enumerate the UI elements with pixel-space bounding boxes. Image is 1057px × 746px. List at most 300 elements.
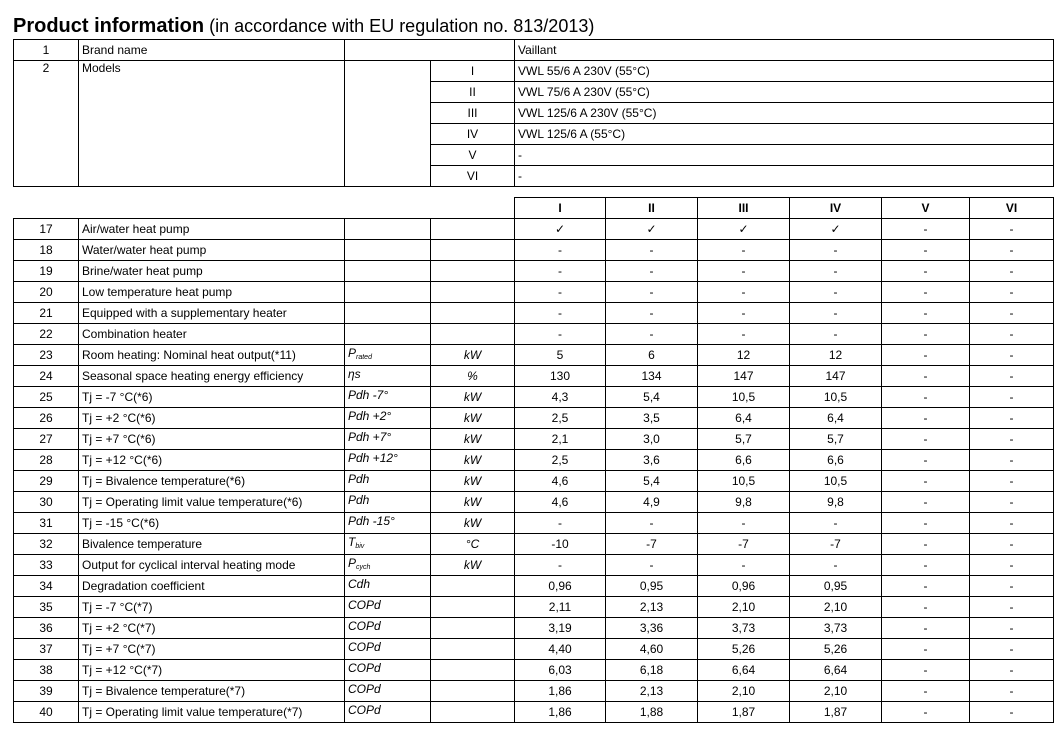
model-value-i: 3,19 xyxy=(515,618,606,639)
model-value-v: - xyxy=(882,576,970,597)
row-unit xyxy=(431,219,515,240)
symbol-text: COPd xyxy=(348,660,381,675)
model-value-iv: 10,5 xyxy=(790,471,882,492)
model-value-iv: 1,87 xyxy=(790,702,882,723)
row-symbol xyxy=(345,366,431,387)
row-number: 18 xyxy=(14,240,79,261)
model-value-v: - xyxy=(882,702,970,723)
table-row xyxy=(14,387,1054,408)
model-value-ii: 3,6 xyxy=(606,450,698,471)
row-symbol xyxy=(345,240,431,261)
table-row xyxy=(14,408,1054,429)
row-unit: kW xyxy=(431,429,515,450)
row-number: 20 xyxy=(14,282,79,303)
row-label: Combination heater xyxy=(79,324,345,345)
model-value-i: ✓ xyxy=(515,219,606,240)
model-value-vi: - xyxy=(970,450,1054,471)
row-label: Room heating: Nominal heat output(*11) xyxy=(79,345,345,366)
model-value-i: - xyxy=(515,261,606,282)
model-value-i: 1,86 xyxy=(515,681,606,702)
symbol-text: P xyxy=(348,345,357,360)
model-value-ii: 1,88 xyxy=(606,702,698,723)
row-number: 17 xyxy=(14,219,79,240)
model-value-vi: - xyxy=(970,534,1054,555)
model-value-ii: 6,18 xyxy=(606,660,698,681)
model-value-iv: - xyxy=(790,513,882,534)
model-value-iii: - xyxy=(698,303,790,324)
model-value-v: - xyxy=(882,303,970,324)
row-label: Water/water heat pump xyxy=(79,240,345,261)
model-value-v: - xyxy=(882,597,970,618)
model-value-vi: - xyxy=(970,618,1054,639)
row-number: 21 xyxy=(14,303,79,324)
model-value-v: - xyxy=(882,366,970,387)
row-unit xyxy=(431,597,515,618)
model-value-v: - xyxy=(882,660,970,681)
brand-models-table xyxy=(13,39,1054,187)
row-symbol xyxy=(345,450,431,471)
model-name: - xyxy=(515,145,1054,166)
row-label: Output for cyclical interval heating mode xyxy=(79,555,345,576)
row-label: Air/water heat pump xyxy=(79,219,345,240)
model-value-iv: 0,95 xyxy=(790,576,882,597)
model-value-iv: - xyxy=(790,240,882,261)
model-value-i: - xyxy=(515,513,606,534)
symbol-text: COPd xyxy=(348,681,381,696)
row-label: Degradation coefficient xyxy=(79,576,345,597)
row-unit xyxy=(431,702,515,723)
row-symbol xyxy=(345,639,431,660)
model-value-i: - xyxy=(515,282,606,303)
model-value-iv: 10,5 xyxy=(790,387,882,408)
model-value-v: - xyxy=(882,555,970,576)
model-column-label: I xyxy=(515,198,606,219)
table-row xyxy=(14,450,1054,471)
symbol-text: Pdh xyxy=(348,492,370,507)
model-value-vi: - xyxy=(970,324,1054,345)
model-value-ii: 134 xyxy=(606,366,698,387)
table-row xyxy=(14,702,1054,723)
table-row xyxy=(14,303,1054,324)
model-value-v: - xyxy=(882,282,970,303)
row-label: Tj = -7 °C(*7) xyxy=(79,597,345,618)
symbol-text: Pdh +7° xyxy=(348,429,392,444)
row-unit xyxy=(431,324,515,345)
table-row xyxy=(14,366,1054,387)
symbol-text: COPd xyxy=(348,597,381,612)
model-value-i: - xyxy=(515,303,606,324)
model-value-vi: - xyxy=(970,387,1054,408)
model-roman: IV xyxy=(431,124,515,145)
model-name: - xyxy=(515,166,1054,187)
row-number: 24 xyxy=(14,366,79,387)
model-value-iv: 2,10 xyxy=(790,597,882,618)
empty-cell xyxy=(345,40,515,61)
row-number: 23 xyxy=(14,345,79,366)
row-unit xyxy=(431,261,515,282)
row-number: 33 xyxy=(14,555,79,576)
model-value-v: - xyxy=(882,387,970,408)
symbol-text: P xyxy=(348,555,357,570)
model-value-ii: 5,4 xyxy=(606,471,698,492)
row-label: Tj = +12 °C(*7) xyxy=(79,660,345,681)
model-value-v: - xyxy=(882,240,970,261)
row-number: 34 xyxy=(14,576,79,597)
model-value-iv: 3,73 xyxy=(790,618,882,639)
model-value-i: 2,1 xyxy=(515,429,606,450)
model-value-iv: ✓ xyxy=(790,219,882,240)
row-number: 31 xyxy=(14,513,79,534)
model-value-iv: 147 xyxy=(790,366,882,387)
model-value-iii: ✓ xyxy=(698,219,790,240)
model-value-ii: 2,13 xyxy=(606,681,698,702)
model-value-i: 4,40 xyxy=(515,639,606,660)
model-value-ii: 3,5 xyxy=(606,408,698,429)
row-symbol xyxy=(345,219,431,240)
row-symbol xyxy=(345,576,431,597)
row-unit xyxy=(431,282,515,303)
row-unit xyxy=(431,681,515,702)
model-value-vi: - xyxy=(970,555,1054,576)
model-value-ii: 3,0 xyxy=(606,429,698,450)
model-value-iv: 2,10 xyxy=(790,681,882,702)
row-number: 19 xyxy=(14,261,79,282)
row-symbol xyxy=(345,513,431,534)
symbol-text: Pdh -7° xyxy=(348,387,389,402)
model-value-v: - xyxy=(882,324,970,345)
model-value-iv: 5,7 xyxy=(790,429,882,450)
row-number: 38 xyxy=(14,660,79,681)
row-symbol xyxy=(345,471,431,492)
model-value-v: - xyxy=(882,681,970,702)
model-value-ii: - xyxy=(606,240,698,261)
model-value-v: - xyxy=(882,492,970,513)
row-label: Brand name xyxy=(79,40,345,61)
model-value-iv: 6,4 xyxy=(790,408,882,429)
model-value-vi: - xyxy=(970,429,1054,450)
model-value-ii: 4,60 xyxy=(606,639,698,660)
title-regulation: (in accordance with EU regulation no. 813/2013) xyxy=(204,16,595,36)
row-label: Tj = +12 °C(*6) xyxy=(79,450,345,471)
symbol-text: Pdh -15° xyxy=(348,513,395,528)
row-label: Tj = Operating limit value temperature(*7) xyxy=(79,702,345,723)
row-unit: kW xyxy=(431,450,515,471)
table-row xyxy=(14,345,1054,366)
model-value-vi: - xyxy=(970,219,1054,240)
model-value-i: 0,96 xyxy=(515,576,606,597)
model-value-vi: - xyxy=(970,492,1054,513)
model-value-v: - xyxy=(882,471,970,492)
row-label: Brine/water heat pump xyxy=(79,261,345,282)
row-symbol xyxy=(345,282,431,303)
table-row xyxy=(14,324,1054,345)
table-row xyxy=(14,471,1054,492)
model-name: VWL 75/6 A 230V (55°C) xyxy=(515,82,1054,103)
model-value-iv: 12 xyxy=(790,345,882,366)
model-value-vi: - xyxy=(970,366,1054,387)
model-value-iii: -7 xyxy=(698,534,790,555)
model-value-iii: 6,4 xyxy=(698,408,790,429)
row-symbol xyxy=(345,303,431,324)
model-roman: II xyxy=(431,82,515,103)
table-row xyxy=(14,429,1054,450)
model-value-iii: - xyxy=(698,261,790,282)
model-value-iv: 6,6 xyxy=(790,450,882,471)
row-unit: kW xyxy=(431,471,515,492)
table-row xyxy=(14,282,1054,303)
model-value-iv: - xyxy=(790,303,882,324)
row-number: 25 xyxy=(14,387,79,408)
page-title xyxy=(13,13,594,41)
model-column-label: IV xyxy=(790,198,882,219)
model-name: VWL 125/6 A (55°C) xyxy=(515,124,1054,145)
model-value-v: - xyxy=(882,534,970,555)
model-value-iii: - xyxy=(698,282,790,303)
row-label: Tj = -7 °C(*6) xyxy=(79,387,345,408)
row-symbol xyxy=(345,681,431,702)
row-number: 26 xyxy=(14,408,79,429)
model-value-ii: 6 xyxy=(606,345,698,366)
model-value-v: - xyxy=(882,429,970,450)
symbol-text: ηs xyxy=(348,366,361,381)
model-value-vi: - xyxy=(970,345,1054,366)
model-value-ii: 5,4 xyxy=(606,387,698,408)
row-symbol xyxy=(345,324,431,345)
model-value-iii: 10,5 xyxy=(698,471,790,492)
model-value-iii: - xyxy=(698,513,790,534)
row-symbol xyxy=(345,618,431,639)
model-value-ii: 2,13 xyxy=(606,597,698,618)
model-value-i: 5 xyxy=(515,345,606,366)
model-name: VWL 125/6 A 230V (55°C) xyxy=(515,103,1054,124)
model-value-iii: 2,10 xyxy=(698,597,790,618)
row-label: Models xyxy=(79,61,345,187)
model-value-vi: - xyxy=(970,513,1054,534)
row-number: 39 xyxy=(14,681,79,702)
row-symbol xyxy=(345,345,431,366)
row-unit xyxy=(431,240,515,261)
model-value-iii: 12 xyxy=(698,345,790,366)
model-value-ii: - xyxy=(606,261,698,282)
row-label: Tj = +7 °C(*7) xyxy=(79,639,345,660)
row-symbol xyxy=(345,387,431,408)
table-row xyxy=(14,261,1054,282)
model-value-ii: 3,36 xyxy=(606,618,698,639)
model-value-ii: ✓ xyxy=(606,219,698,240)
model-value-i: 2,11 xyxy=(515,597,606,618)
row-label: Tj = -15 °C(*6) xyxy=(79,513,345,534)
symbol-text: COPd xyxy=(348,618,381,633)
model-column-label: V xyxy=(882,198,970,219)
model-value-i: - xyxy=(515,324,606,345)
model-value-iv: - xyxy=(790,261,882,282)
specification-table xyxy=(13,218,1054,723)
row-label: Tj = +7 °C(*6) xyxy=(79,429,345,450)
row-label: Tj = Operating limit value temperature(*6) xyxy=(79,492,345,513)
model-roman: V xyxy=(431,145,515,166)
model-value-i: 4,6 xyxy=(515,492,606,513)
model-value-iii: 147 xyxy=(698,366,790,387)
model-value-vi: - xyxy=(970,261,1054,282)
row-unit xyxy=(431,303,515,324)
model-roman: III xyxy=(431,103,515,124)
model-value-ii: - xyxy=(606,324,698,345)
model-value-iv: 9,8 xyxy=(790,492,882,513)
model-value-iii: 5,26 xyxy=(698,639,790,660)
model-value-vi: - xyxy=(970,303,1054,324)
model-value-i: - xyxy=(515,240,606,261)
row-number: 32 xyxy=(14,534,79,555)
model-value-iii: - xyxy=(698,555,790,576)
row-symbol xyxy=(345,660,431,681)
row-label: Tj = Bivalence temperature(*7) xyxy=(79,681,345,702)
model-value-v: - xyxy=(882,261,970,282)
model-value-i: -10 xyxy=(515,534,606,555)
model-value-v: - xyxy=(882,513,970,534)
model-value-ii: -7 xyxy=(606,534,698,555)
model-column-label: III xyxy=(698,198,790,219)
row-symbol xyxy=(345,429,431,450)
row-unit xyxy=(431,660,515,681)
row-number: 29 xyxy=(14,471,79,492)
row-unit: °C xyxy=(431,534,515,555)
brand-row xyxy=(14,40,1054,61)
row-number: 1 xyxy=(14,40,79,61)
model-value-vi: - xyxy=(970,702,1054,723)
model-value-i: 4,6 xyxy=(515,471,606,492)
row-symbol xyxy=(345,534,431,555)
symbol-subscript: cych xyxy=(356,563,371,571)
model-roman: I xyxy=(431,61,515,82)
model-value-vi: - xyxy=(970,471,1054,492)
symbol-subscript: rated xyxy=(356,353,372,361)
row-unit: kW xyxy=(431,345,515,366)
model-value-vi: - xyxy=(970,408,1054,429)
model-value-i: 1,86 xyxy=(515,702,606,723)
row-unit: kW xyxy=(431,387,515,408)
model-value-iii: 9,8 xyxy=(698,492,790,513)
row-number: 28 xyxy=(14,450,79,471)
model-value-v: - xyxy=(882,345,970,366)
model-column-header xyxy=(514,197,1054,219)
model-value-vi: - xyxy=(970,597,1054,618)
model-value-ii: 0,95 xyxy=(606,576,698,597)
row-unit xyxy=(431,576,515,597)
row-unit xyxy=(431,618,515,639)
model-roman: VI xyxy=(431,166,515,187)
model-value-i: 4,3 xyxy=(515,387,606,408)
row-label: Tj = +2 °C(*6) xyxy=(79,408,345,429)
row-label: Equipped with a supplementary heater xyxy=(79,303,345,324)
model-value-iii: - xyxy=(698,324,790,345)
model-value-iv: - xyxy=(790,324,882,345)
symbol-text: COPd xyxy=(348,639,381,654)
model-value-iv: 5,26 xyxy=(790,639,882,660)
model-value-iv: - xyxy=(790,282,882,303)
model-value-iii: 6,64 xyxy=(698,660,790,681)
model-value-v: - xyxy=(882,618,970,639)
row-unit: kW xyxy=(431,408,515,429)
table-row xyxy=(14,219,1054,240)
table-row xyxy=(14,534,1054,555)
row-symbol xyxy=(345,261,431,282)
row-symbol xyxy=(345,408,431,429)
model-value-iii: 1,87 xyxy=(698,702,790,723)
table-row xyxy=(14,660,1054,681)
symbol-text: Pdh +12° xyxy=(348,450,398,465)
row-unit: kW xyxy=(431,555,515,576)
symbol-text: Pdh xyxy=(348,471,370,486)
row-unit: kW xyxy=(431,492,515,513)
model-value-ii: - xyxy=(606,282,698,303)
model-value-i: 2,5 xyxy=(515,450,606,471)
model-value-vi: - xyxy=(970,576,1054,597)
model-value-iii: 0,96 xyxy=(698,576,790,597)
model-value-i: 2,5 xyxy=(515,408,606,429)
model-value-iii: 6,6 xyxy=(698,450,790,471)
table-row xyxy=(14,597,1054,618)
symbol-subscript: biv xyxy=(355,542,365,550)
model-value-iv: 6,64 xyxy=(790,660,882,681)
row-number: 35 xyxy=(14,597,79,618)
row-unit xyxy=(431,639,515,660)
model-value-vi: - xyxy=(970,240,1054,261)
table-row xyxy=(14,639,1054,660)
table-row xyxy=(14,576,1054,597)
row-symbol xyxy=(345,555,431,576)
row-symbol xyxy=(345,492,431,513)
model-value-iv: -7 xyxy=(790,534,882,555)
table-row xyxy=(14,492,1054,513)
row-label: Seasonal space heating energy efficiency xyxy=(79,366,345,387)
row-number: 36 xyxy=(14,618,79,639)
title-main: Product information xyxy=(13,15,205,37)
model-value-ii: - xyxy=(606,555,698,576)
symbol-text: Cdh xyxy=(348,576,371,591)
symbol-text: COPd xyxy=(348,702,381,717)
table-row xyxy=(14,555,1054,576)
model-value-vi: - xyxy=(970,681,1054,702)
row-symbol xyxy=(345,597,431,618)
row-label: Tj = +2 °C(*7) xyxy=(79,618,345,639)
model-value-v: - xyxy=(882,219,970,240)
row-symbol xyxy=(345,702,431,723)
empty-cell xyxy=(345,61,431,187)
row-number: 30 xyxy=(14,492,79,513)
model-value-vi: - xyxy=(970,660,1054,681)
row-number: 40 xyxy=(14,702,79,723)
model-column-label: VI xyxy=(970,198,1054,219)
model-value-iii: 2,10 xyxy=(698,681,790,702)
model-value-v: - xyxy=(882,408,970,429)
model-value-iii: 10,5 xyxy=(698,387,790,408)
row-number: 22 xyxy=(14,324,79,345)
table-row xyxy=(14,513,1054,534)
model-value-vi: - xyxy=(970,282,1054,303)
row-label: Low temperature heat pump xyxy=(79,282,345,303)
table-row xyxy=(14,240,1054,261)
brand-value: Vaillant xyxy=(515,40,1054,61)
row-unit: % xyxy=(431,366,515,387)
row-unit: kW xyxy=(431,513,515,534)
model-name: VWL 55/6 A 230V (55°C) xyxy=(515,61,1054,82)
model-value-i: 6,03 xyxy=(515,660,606,681)
model-value-ii: 4,9 xyxy=(606,492,698,513)
model-value-iii: - xyxy=(698,240,790,261)
model-value-i: 130 xyxy=(515,366,606,387)
model-row xyxy=(14,61,1054,82)
symbol-text: T xyxy=(348,534,356,549)
